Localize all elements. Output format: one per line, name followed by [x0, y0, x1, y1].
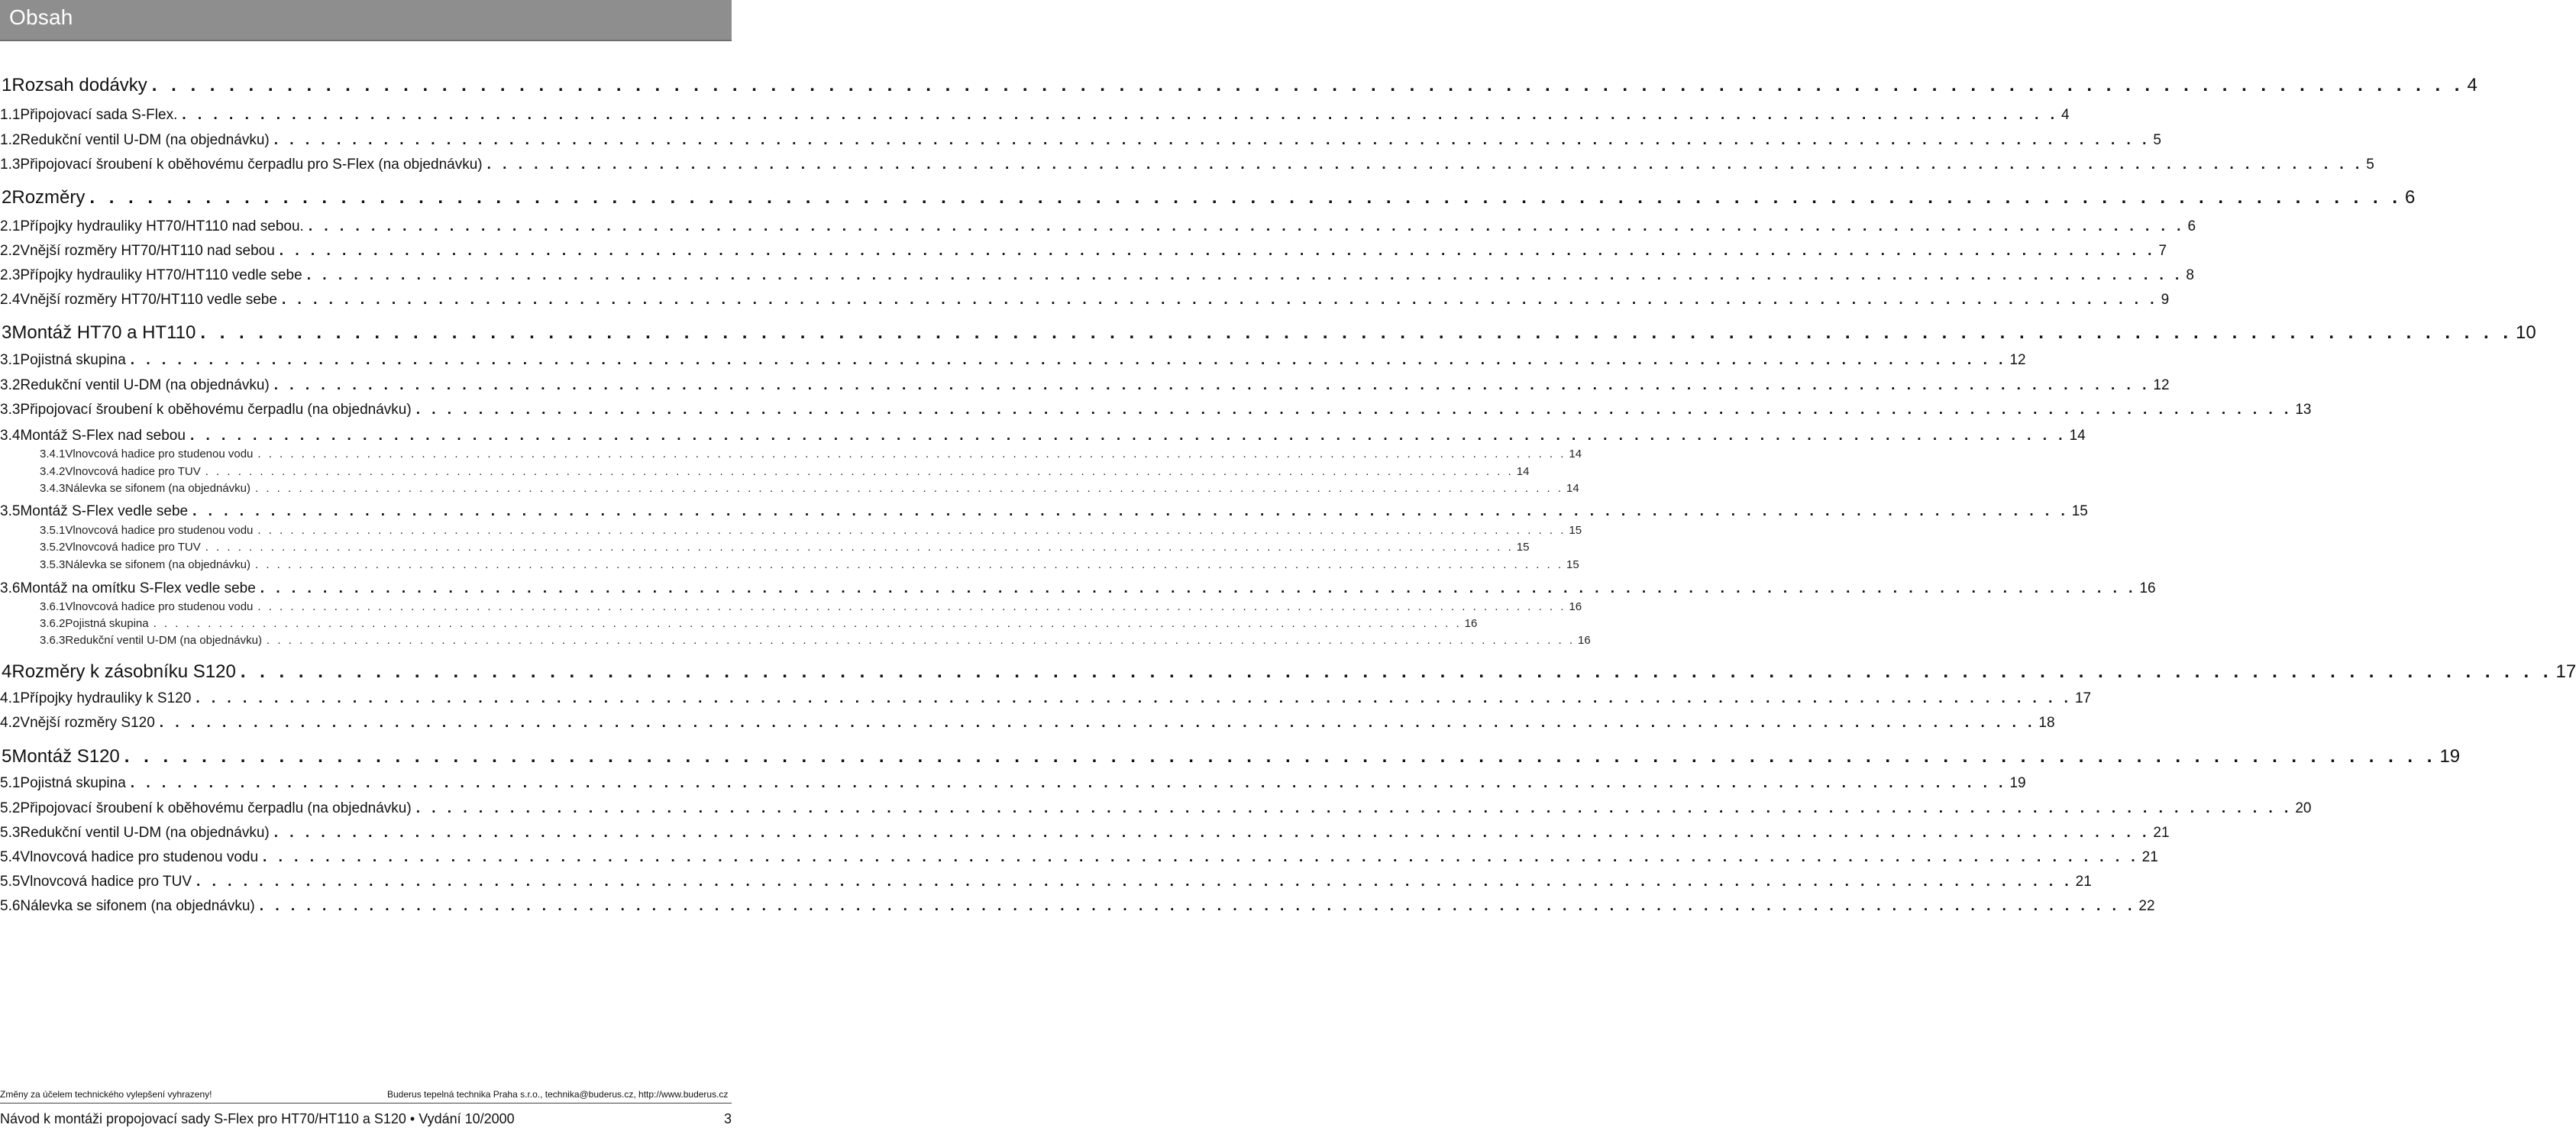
toc-dot-leader: . . . . . . . . . . . . . . . . . . . . . . . . . . . . . . . . . . . . . . . . . . . . . . . . . . . . . . . . . . . . . . . . . . . . . . . . . . . . . . . . . . . . . . . . . . . . . . . . . . . . . . . . . . . . . . . . . . . . . . . . — [306, 267, 2183, 283]
toc-entry-5[interactable] — [0, 746, 2461, 767]
toc-page-number: 6 — [2187, 218, 2196, 234]
toc-entry-3-3[interactable] — [0, 402, 2312, 418]
toc-title: Vlnovcová hadice pro TUV — [65, 541, 201, 554]
toc-number: 5.5 — [0, 874, 21, 890]
toc-title: Vlnovcová hadice pro studenou vodu — [65, 448, 254, 460]
toc-page-number: 22 — [2138, 898, 2155, 914]
toc-number: 3.5 — [0, 503, 21, 519]
footer-document-title: Návod k montáži propojovací sady S-Flex pro HT70/HT110 a S120 • Vydání 10/2000 — [0, 1111, 515, 1126]
toc-number: 1.2 — [0, 132, 21, 148]
toc-entry-4[interactable] — [0, 661, 2576, 683]
toc-title: Redukční ventil U-DM (na objednávku) — [20, 377, 270, 393]
toc-dot-leader: . . . . . . . . . . . . . . . . . . . . . . . . . . . . . . . . . . . . . . . . . . . . . . . . . . . . . . . . . . . . . . . . . . . . . . . . . . . . . . . . . . . . . . . . . . . . . . . . . . . . . . . . . . . . . . . . . . . . . . . . — [255, 482, 1564, 495]
toc-entry-1-2[interactable] — [0, 132, 2161, 149]
toc-page-number: 12 — [2153, 377, 2170, 393]
toc-entry-3-6[interactable] — [0, 580, 2156, 597]
toc-entry-4-1[interactable] — [0, 690, 2092, 707]
toc-page-number: 17 — [2074, 690, 2092, 706]
toc-entry-3-1[interactable] — [0, 352, 2026, 369]
footer — [0, 1111, 732, 1127]
toc-dot-leader: . . . . . . . . . . . . . . . . . . . . . . . . . . . . . . . . . . . . . . . . . . . . . . . . . . . . . . . . . . . . . . . . . . . . . . . . . . . . . . . . . . . . . . . . . . . . . . . . . . . . . . . . . . . . . . . . . . . . . . . . — [182, 107, 2058, 123]
toc-page-number: 14 — [1569, 448, 1582, 460]
toc-title: Rozměry k zásobníku S120 — [11, 661, 236, 682]
toc-entry-3-4-1[interactable] — [40, 448, 1582, 460]
toc-title: Připojovací šroubení k oběhovému čerpadlu (na objednávku) — [20, 800, 412, 816]
toc-number: 2.4 — [0, 292, 21, 308]
toc-title: Vnější rozměry S120 — [20, 715, 155, 731]
toc-number: 5.2 — [0, 800, 21, 816]
toc-number: 3.5.2 — [40, 541, 66, 554]
toc-entry-5-3[interactable] — [0, 825, 2170, 842]
toc-entry-3-6-3[interactable] — [40, 634, 1591, 647]
toc-entry-2[interactable] — [0, 187, 2416, 208]
toc-title: Nálevka se sifonem (na objednávku) — [20, 898, 255, 914]
toc-title: Vlnovcová hadice pro studenou vodu — [65, 524, 254, 537]
toc-entry-1[interactable] — [0, 75, 2477, 96]
toc-dot-leader: . . . . . . . . . . . . . . . . . . . . . . . . . . . . . . . . . . . . . . . . . . . . . . . . . . . . . . . . . . . . . . . . . . . . . . . . . . . . . . . . . . . . . . . . . . . . . . . . . . . . . . . . . . . . . . . . . . . . . . . . — [151, 75, 2464, 95]
toc-title: Přípojky hydrauliky k S120 — [20, 690, 192, 706]
toc-entry-3-4-3[interactable] — [40, 482, 1579, 495]
toc-title: Pojistná skupina — [65, 617, 149, 630]
toc-dot-leader: . . . . . . . . . . . . . . . . . . . . . . . . . . . . . . . . . . . . . . . . . . . . . . . . . . . . . . . . . . . . . . . . . . . . . . . . . . . . . . . . . . . . . . . . . . . . . . . . . . . . . . . . . . . . . . . . . . . . . . . . — [196, 874, 2073, 890]
toc-number: 3.4.2 — [40, 465, 66, 478]
toc-dot-leader: . . . . . . . . . . . . . . . . . . . . . . . . . . . . . . . . . . . . . . . . . . . . . . . . . . . . . . . . . . . . . . . . . . . . . . . . . . . . . . . . . . . . . . . . . . . . . . . . . . . . . . . . . . . . . . . . . . . . . . . . — [130, 352, 2007, 368]
toc-entry-3-6-1[interactable] — [40, 600, 1582, 613]
toc-title: Rozsah dodávky — [11, 75, 147, 95]
toc-page-number: 13 — [2295, 402, 2312, 418]
toc-dot-leader: . . . . . . . . . . . . . . . . . . . . . . . . . . . . . . . . . . . . . . . . . . . . . . . . . . . . . . . . . . . . . . . . . . . . . . . . . . . . . . . . . . . . . . . . . . . . . . . . . . . . . . . . . . . . . . . . . . . . . . . . — [205, 541, 1514, 554]
footer-page-number: 3 — [723, 1111, 732, 1126]
footer-divider — [0, 1103, 732, 1104]
toc-title: Redukční ventil U-DM (na objednávku) — [20, 825, 270, 841]
toc-title: Přípojky hydrauliky HT70/HT110 vedle sebe — [20, 267, 302, 283]
toc-number: 5.3 — [0, 825, 21, 841]
toc-dot-leader: . . . . . . . . . . . . . . . . . . . . . . . . . . . . . . . . . . . . . . . . . . . . . . . . . . . . . . . . . . . . . . . . . . . . . . . . . . . . . . . . . . . . . . . . . . . . . . . . . . . . . . . . . . . . . . . . . . . . . . . . — [257, 524, 1566, 537]
toc-page-number: 5 — [2366, 157, 2374, 173]
toc-dot-leader: . . . . . . . . . . . . . . . . . . . . . . . . . . . . . . . . . . . . . . . . . . . . . . . . . . . . . . . . . . . . . . . . . . . . . . . . . . . . . . . . . . . . . . . . . . . . . . . . . . . . . . . . . . . . . . . . . . . . . . . . — [415, 800, 2293, 816]
toc-dot-leader: . . . . . . . . . . . . . . . . . . . . . . . . . . . . . . . . . . . . . . . . . . . . . . . . . . . . . . . . . . . . . . . . . . . . . . . . . . . . . . . . . . . . . . . . . . . . . . . . . . . . . . . . . . . . . . . . . . . . . . . . — [205, 465, 1514, 478]
toc-title: Montáž S-Flex nad sebou — [20, 428, 186, 444]
toc-number: 3.3 — [0, 402, 21, 418]
toc-dot-leader: . . . . . . . . . . . . . . . . . . . . . . . . . . . . . . . . . . . . . . . . . . . . . . . . . . . . . . . . . . . . . . . . . . . . . . . . . . . . . . . . . . . . . . . . . . . . . . . . . . . . . . . . . . . . . . . . . . . . . . . . — [200, 322, 2513, 343]
toc-page-number: 15 — [1566, 558, 1579, 571]
toc-title: Přípojky hydrauliky HT70/HT110 nad sebou. — [20, 218, 304, 234]
toc-page-number: 15 — [2071, 503, 2088, 519]
toc-page-number: 19 — [2439, 746, 2461, 767]
toc-title: Montáž na omítku S-Flex vedle sebe — [20, 580, 256, 596]
toc-number: 5.4 — [0, 849, 21, 865]
toc-title: Připojovací šroubení k oběhovému čerpadlu pro S-Flex (na objednávku) — [20, 157, 483, 173]
toc-page-number: 21 — [2141, 849, 2158, 865]
toc-number: 2.1 — [0, 218, 21, 234]
toc-entry-5-4[interactable] — [0, 849, 2158, 866]
footer-disclaimer: Změny za účelem technického vylepšení vyhrazeny! — [0, 1089, 212, 1100]
toc-title: Montáž S-Flex vedle sebe — [20, 503, 189, 519]
toc-title: Připojovací sada S-Flex. — [20, 107, 178, 123]
toc-page-number: 16 — [2139, 580, 2156, 596]
toc-entry-2-1[interactable] — [0, 218, 2196, 235]
toc-entry-5-5[interactable] — [0, 874, 2092, 890]
toc-title: Vlnovcová hadice pro studenou vodu — [20, 849, 259, 865]
toc-dot-leader: . . . . . . . . . . . . . . . . . . . . . . . . . . . . . . . . . . . . . . . . . . . . . . . . . . . . . . . . . . . . . . . . . . . . . . . . . . . . . . . . . . . . . . . . . . . . . . . . . . . . . . . . . . . . . . . . . . . . . . . . — [281, 292, 2158, 308]
toc-dot-leader: . . . . . . . . . . . . . . . . . . . . . . . . . . . . . . . . . . . . . . . . . . . . . . . . . . . . . . . . . . . . . . . . . . . . . . . . . . . . . . . . . . . . . . . . . . . . . . . . . . . . . . . . . . . . . . . . . . . . . . . . — [279, 243, 2156, 259]
toc-page-number: 6 — [2405, 187, 2416, 208]
toc-entry-1-1[interactable] — [0, 107, 2070, 124]
toc-dot-leader: . . . . . . . . . . . . . . . . . . . . . . . . . . . . . . . . . . . . . . . . . . . . . . . . . . . . . . . . . . . . . . . . . . . . . . . . . . . . . . . . . . . . . . . . . . . . . . . . . . . . . . . . . . . . . . . . . . . . . . . . — [273, 132, 2151, 148]
toc-dot-leader: . . . . . . . . . . . . . . . . . . . . . . . . . . . . . . . . . . . . . . . . . . . . . . . . . . . . . . . . . . . . . . . . . . . . . . . . . . . . . . . . . . . . . . . . . . . . . . . . . . . . . . . . . . . . . . . . . . . . . . . . — [273, 825, 2151, 841]
toc-page-number: 19 — [2009, 775, 2026, 791]
toc-title: Vlnovcová hadice pro TUV — [20, 874, 192, 890]
toc-title: Vlnovcová hadice pro studenou vodu — [65, 600, 254, 613]
toc-entry-3-4[interactable] — [0, 428, 2086, 444]
toc-page-number: 8 — [2186, 267, 2194, 283]
toc-dot-leader: . . . . . . . . . . . . . . . . . . . . . . . . . . . . . . . . . . . . . . . . . . . . . . . . . . . . . . . . . . . . . . . . . . . . . . . . . . . . . . . . . . . . . . . . . . . . . . . . . . . . . . . . . . . . . . . . . . . . . . . . — [415, 402, 2293, 418]
toc-number: 3.5.1 — [40, 524, 66, 537]
toc-dot-leader: . . . . . . . . . . . . . . . . . . . . . . . . . . . . . . . . . . . . . . . . . . . . . . . . . . . . . . . . . . . . . . . . . . . . . . . . . . . . . . . . . . . . . . . . . . . . . . . . . . . . . . . . . . . . . . . . . . . . . . . . — [196, 690, 2072, 706]
toc-entry-3-5[interactable] — [0, 503, 2088, 520]
toc-number: 3.6.1 — [40, 600, 66, 613]
toc-number: 3.6 — [0, 580, 21, 596]
toc-number: 3.5.3 — [40, 558, 66, 571]
toc-entry-2-3[interactable] — [0, 267, 2194, 284]
toc-entry-3-5-2[interactable] — [40, 541, 1530, 554]
toc-page-number: 21 — [2075, 874, 2092, 890]
toc-number: 5 — [2, 746, 12, 767]
toc-dot-leader: . . . . . . . . . . . . . . . . . . . . . . . . . . . . . . . . . . . . . . . . . . . . . . . . . . . . . . . . . . . . . . . . . . . . . . . . . . . . . . . . . . . . . . . . . . . . . . . . . . . . . . . . . . . . . . . . . . . . . . . . — [263, 849, 2139, 865]
toc-page-number: 16 — [1578, 634, 1591, 647]
toc-page-number: 10 — [2516, 322, 2536, 343]
toc-entry-2-4[interactable] — [0, 292, 2170, 309]
toc-page-number: 4 — [2060, 107, 2070, 123]
toc-entry-2-2[interactable] — [0, 243, 2167, 260]
toc-page-number: 18 — [2038, 715, 2055, 731]
toc-page-number: 4 — [2467, 75, 2477, 95]
toc-page-number: 17 — [2555, 661, 2576, 682]
toc-number: 3.4.1 — [40, 448, 66, 460]
toc-number: 3.6.3 — [40, 634, 66, 647]
toc-number: 5.6 — [0, 898, 21, 914]
toc-number: 2 — [2, 187, 12, 208]
toc-entry-3-5-3[interactable] — [40, 558, 1579, 571]
toc-dot-leader: . . . . . . . . . . . . . . . . . . . . . . . . . . . . . . . . . . . . . . . . . . . . . . . . . . . . . . . . . . . . . . . . . . . . . . . . . . . . . . . . . . . . . . . . . . . . . . . . . . . . . . . . . . . . . . . . . . . . . . . . — [267, 634, 1576, 647]
toc-title: Redukční ventil U-DM (na objednávku) — [20, 132, 270, 148]
toc-number: 2.2 — [0, 243, 21, 259]
toc-dot-leader: . . . . . . . . . . . . . . . . . . . . . . . . . . . . . . . . . . . . . . . . . . . . . . . . . . . . . . . . . . . . . . . . . . . . . . . . . . . . . . . . . . . . . . . . . . . . . . . . . . . . . . . . . . . . . . . . . . . . . . . . — [257, 448, 1566, 460]
toc-number: 3.2 — [0, 377, 21, 393]
toc-page-number: 14 — [2069, 428, 2086, 444]
toc-number: 3.6.2 — [40, 617, 66, 630]
toc-title: Pojistná skupina — [20, 775, 126, 791]
toc-number: 4.1 — [0, 690, 21, 706]
toc-page-number: 14 — [1566, 482, 1579, 495]
toc-page-number: 16 — [1569, 600, 1582, 613]
page-header — [0, 0, 732, 41]
toc-dot-leader: . . . . . . . . . . . . . . . . . . . . . . . . . . . . . . . . . . . . . . . . . . . . . . . . . . . . . . . . . . . . . . . . . . . . . . . . . . . . . . . . . . . . . . . . . . . . . . . . . . . . . . . . . . . . . . . . . . . . . . . . — [124, 746, 2437, 767]
toc-title: Vnější rozměry HT70/HT110 vedle sebe — [20, 292, 277, 308]
toc-title: Vlnovcová hadice pro TUV — [65, 465, 201, 478]
toc-number: 3.1 — [0, 352, 21, 368]
toc-dot-leader: . . . . . . . . . . . . . . . . . . . . . . . . . . . . . . . . . . . . . . . . . . . . . . . . . . . . . . . . . . . . . . . . . . . . . . . . . . . . . . . . . . . . . . . . . . . . . . . . . . . . . . . . . . . . . . . . . . . . . . . . — [273, 377, 2151, 393]
toc-number: 2.3 — [0, 267, 21, 283]
toc-number: 4.2 — [0, 715, 21, 731]
toc-title: Redukční ventil U-DM (na objednávku) — [65, 634, 262, 647]
toc-title: Připojovací šroubení k oběhovému čerpadlu (na objednávku) — [20, 402, 412, 418]
footer-company: Buderus tepelná technika Praha s.r.o., technika@buderus.cz, http://www.buderus.cz — [387, 1089, 729, 1100]
toc-dot-leader: . . . . . . . . . . . . . . . . . . . . . . . . . . . . . . . . . . . . . . . . . . . . . . . . . . . . . . . . . . . . . . . . . . . . . . . . . . . . . . . . . . . . . . . . . . . . . . . . . . . . . . . . . . . . . . . . . . . . . . . . — [308, 218, 2185, 234]
toc-entry-5-1[interactable] — [0, 775, 2026, 792]
toc-dot-leader: . . . . . . . . . . . . . . . . . . . . . . . . . . . . . . . . . . . . . . . . . . . . . . . . . . . . . . . . . . . . . . . . . . . . . . . . . . . . . . . . . . . . . . . . . . . . . . . . . . . . . . . . . . . . . . . . . . . . . . . . — [153, 617, 1462, 630]
toc-number: 3.4 — [0, 428, 21, 444]
toc-entry-3-2[interactable] — [0, 377, 2170, 394]
toc-dot-leader: . . . . . . . . . . . . . . . . . . . . . . . . . . . . . . . . . . . . . . . . . . . . . . . . . . . . . . . . . . . . . . . . . . . . . . . . . . . . . . . . . . . . . . . . . . . . . . . . . . . . . . . . . . . . . . . . . . . . . . . . — [189, 428, 2067, 444]
toc-entry-3[interactable] — [0, 322, 2536, 344]
toc-number: 5.1 — [0, 775, 21, 791]
toc-page-number: 14 — [1516, 465, 1530, 478]
toc-title: Nálevka se sifonem (na objednávku) — [65, 482, 251, 495]
toc-entry-4-2[interactable] — [0, 715, 2055, 732]
toc-title: Montáž HT70 a HT110 — [11, 322, 196, 343]
toc-page-number: 20 — [2295, 800, 2312, 816]
toc-title: Vnější rozměry HT70/HT110 nad sebou — [20, 243, 275, 259]
toc-dot-leader: . . . . . . . . . . . . . . . . . . . . . . . . . . . . . . . . . . . . . . . . . . . . . . . . . . . . . . . . . . . . . . . . . . . . . . . . . . . . . . . . . . . . . . . . . . . . . . . . . . . . . . . . . . . . . . . . . . . . . . . . — [130, 775, 2007, 791]
toc-page-number: 9 — [2161, 292, 2170, 308]
toc-page-number: 16 — [1464, 617, 1478, 630]
toc-page-number: 5 — [2153, 132, 2161, 148]
toc-number: 1.3 — [0, 157, 21, 173]
page-title: Obsah — [9, 5, 73, 29]
toc-dot-leader: . . . . . . . . . . . . . . . . . . . . . . . . . . . . . . . . . . . . . . . . . . . . . . . . . . . . . . . . . . . . . . . . . . . . . . . . . . . . . . . . . . . . . . . . . . . . . . . . . . . . . . . . . . . . . . . . . . . . . . . . — [255, 558, 1564, 571]
toc-page-number: 15 — [1516, 541, 1530, 554]
toc-dot-leader: . . . . . . . . . . . . . . . . . . . . . . . . . . . . . . . . . . . . . . . . . . . . . . . . . . . . . . . . . . . . . . . . . . . . . . . . . . . . . . . . . . . . . . . . . . . . . . . . . . . . . . . . . . . . . . . . . . . . . . . . — [159, 715, 2036, 731]
toc-title: Rozměry — [11, 187, 86, 208]
toc-entry-3-5-1[interactable] — [40, 524, 1582, 537]
toc-entry-1-3[interactable] — [0, 157, 2374, 173]
toc-number: 4 — [2, 661, 12, 682]
toc-page-number: 7 — [2158, 243, 2167, 259]
toc-dot-leader: . . . . . . . . . . . . . . . . . . . . . . . . . . . . . . . . . . . . . . . . . . . . . . . . . . . . . . . . . . . . . . . . . . . . . . . . . . . . . . . . . . . . . . . . . . . . . . . . . . . . . . . . . . . . . . . . . . . . . . . . — [260, 580, 2137, 596]
toc-entry-3-6-2[interactable] — [40, 617, 1478, 630]
toc-dot-leader: . . . . . . . . . . . . . . . . . . . . . . . . . . . . . . . . . . . . . . . . . . . . . . . . . . . . . . . . . . . . . . . . . . . . . . . . . . . . . . . . . . . . . . . . . . . . . . . . . . . . . . . . . . . . . . . . . . . . . . . . — [486, 157, 2364, 173]
toc-page-number: 21 — [2153, 825, 2170, 841]
toc-dot-leader: . . . . . . . . . . . . . . . . . . . . . . . . . . . . . . . . . . . . . . . . . . . . . . . . . . . . . . . . . . . . . . . . . . . . . . . . . . . . . . . . . . . . . . . . . . . . . . . . . . . . . . . . . . . . . . . . . . . . . . . . — [192, 503, 2069, 519]
toc-dot-leader: . . . . . . . . . . . . . . . . . . . . . . . . . . . . . . . . . . . . . . . . . . . . . . . . . . . . . . . . . . . . . . . . . . . . . . . . . . . . . . . . . . . . . . . . . . . . . . . . . . . . . . . . . . . . . . . . . . . . . . . . — [89, 187, 2403, 208]
toc-dot-leader: . . . . . . . . . . . . . . . . . . . . . . . . . . . . . . . . . . . . . . . . . . . . . . . . . . . . . . . . . . . . . . . . . . . . . . . . . . . . . . . . . . . . . . . . . . . . . . . . . . . . . . . . . . . . . . . . . . . . . . . . — [240, 661, 2553, 682]
toc-entry-5-2[interactable] — [0, 800, 2312, 817]
toc-dot-leader: . . . . . . . . . . . . . . . . . . . . . . . . . . . . . . . . . . . . . . . . . . . . . . . . . . . . . . . . . . . . . . . . . . . . . . . . . . . . . . . . . . . . . . . . . . . . . . . . . . . . . . . . . . . . . . . . . . . . . . . . — [259, 898, 2136, 914]
toc-title: Pojistná skupina — [20, 352, 126, 368]
toc-title: Nálevka se sifonem (na objednávku) — [65, 558, 251, 571]
toc-entry-3-4-2[interactable] — [40, 465, 1530, 478]
toc-number: 3 — [2, 322, 12, 343]
toc-dot-leader: . . . . . . . . . . . . . . . . . . . . . . . . . . . . . . . . . . . . . . . . . . . . . . . . . . . . . . . . . . . . . . . . . . . . . . . . . . . . . . . . . . . . . . . . . . . . . . . . . . . . . . . . . . . . . . . . . . . . . . . . — [257, 600, 1566, 613]
toc-page-number: 12 — [2009, 352, 2026, 368]
toc-number: 1 — [2, 75, 12, 95]
toc-entry-5-6[interactable] — [0, 898, 2155, 915]
toc-number: 1.1 — [0, 107, 21, 123]
toc-title: Montáž S120 — [11, 746, 120, 767]
toc-number: 3.4.3 — [40, 482, 66, 495]
toc-page-number: 15 — [1569, 524, 1582, 537]
